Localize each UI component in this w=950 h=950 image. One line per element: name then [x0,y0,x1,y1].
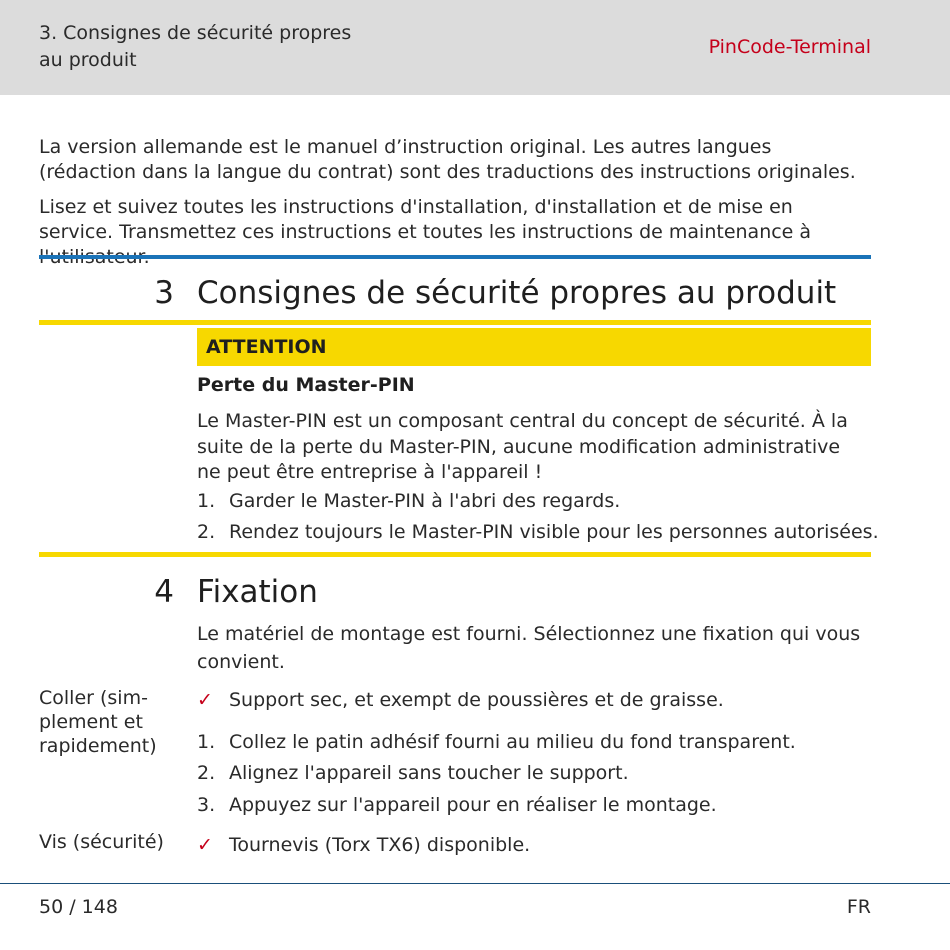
step-text: Appuyez sur l'appareil pour en réaliser le montage. [229,794,717,816]
glue-label-line: rapidement) [39,735,157,757]
blue-divider [39,255,871,259]
header-section-line1: 3. Consignes de sécurité propres [39,22,352,44]
intro-paragraph-read-instructions: Lisez et suivez toutes les instructions d'installation, d'installation et de mise en service. Transmettez ces instructions et toutes les instructions de maintenance à [39,196,812,243]
header-section-line2: au produit [39,49,137,71]
section-3-number: 3 [154,275,174,311]
warning-title: Perte du Master-PIN [197,374,415,396]
step-number: 3. [197,794,216,816]
glue-label-line: Coller (sim- [39,687,148,709]
fixation-intro: Le matériel de montage est fourni. Sélectionnez une fixation qui vous convient. [197,623,861,673]
screw-method-label: Vis (sécurité) [39,831,164,853]
page-number: 50 / 148 [39,896,118,918]
header-section-title [39,20,399,74]
checkmark-icon: ✓ [197,689,213,711]
intro-paragraph-original-language: La version allemande est le manuel d’instruction original. Les autres langues (rédaction dans la langue du contrat) sont des traductions des instructions originales. [39,136,856,183]
glue-label-line: plement et [39,711,143,733]
warning-text: Le Master-PIN est un composant central du concept de sécurité. À la suite de la perte du Master-PIN, aucune modification administrative ne peut être entreprise à l'appareil ! [197,410,848,483]
section-3-title: Consignes de sécurité propres au produit [197,275,837,311]
footer-divider [0,883,950,884]
section-4-title: Fixation [197,574,318,610]
step-number: 2. [197,762,216,784]
page-header [0,0,950,95]
step-number: 1. [197,731,216,753]
prerequisite-text: Tournevis (Torx TX6) disponible. [229,834,531,856]
attention-label: ATTENTION [206,336,327,358]
header-product-name: PinCode-Terminal [708,36,871,58]
step-text: Alignez l'appareil sans toucher le support. [229,762,629,784]
step-text: Rendez toujours le Master-PIN visible pour les personnes autorisées. [229,521,879,543]
warning-bottom-rule [39,552,871,557]
glue-method-label [39,686,179,758]
prerequisite-text: Support sec, et exempt de poussières et de graisse. [229,689,724,711]
language-code: FR [846,896,871,918]
step-number: 2. [197,521,216,543]
checkmark-icon: ✓ [197,834,213,856]
step-text: Garder le Master-PIN à l'abri des regards. [229,490,621,512]
warning-top-rule [39,320,871,325]
step-text: Collez le patin adhésif fourni au milieu du fond transparent. [229,731,796,753]
attention-banner [197,328,871,366]
step-number: 1. [197,490,216,512]
section-4-number: 4 [154,574,174,610]
